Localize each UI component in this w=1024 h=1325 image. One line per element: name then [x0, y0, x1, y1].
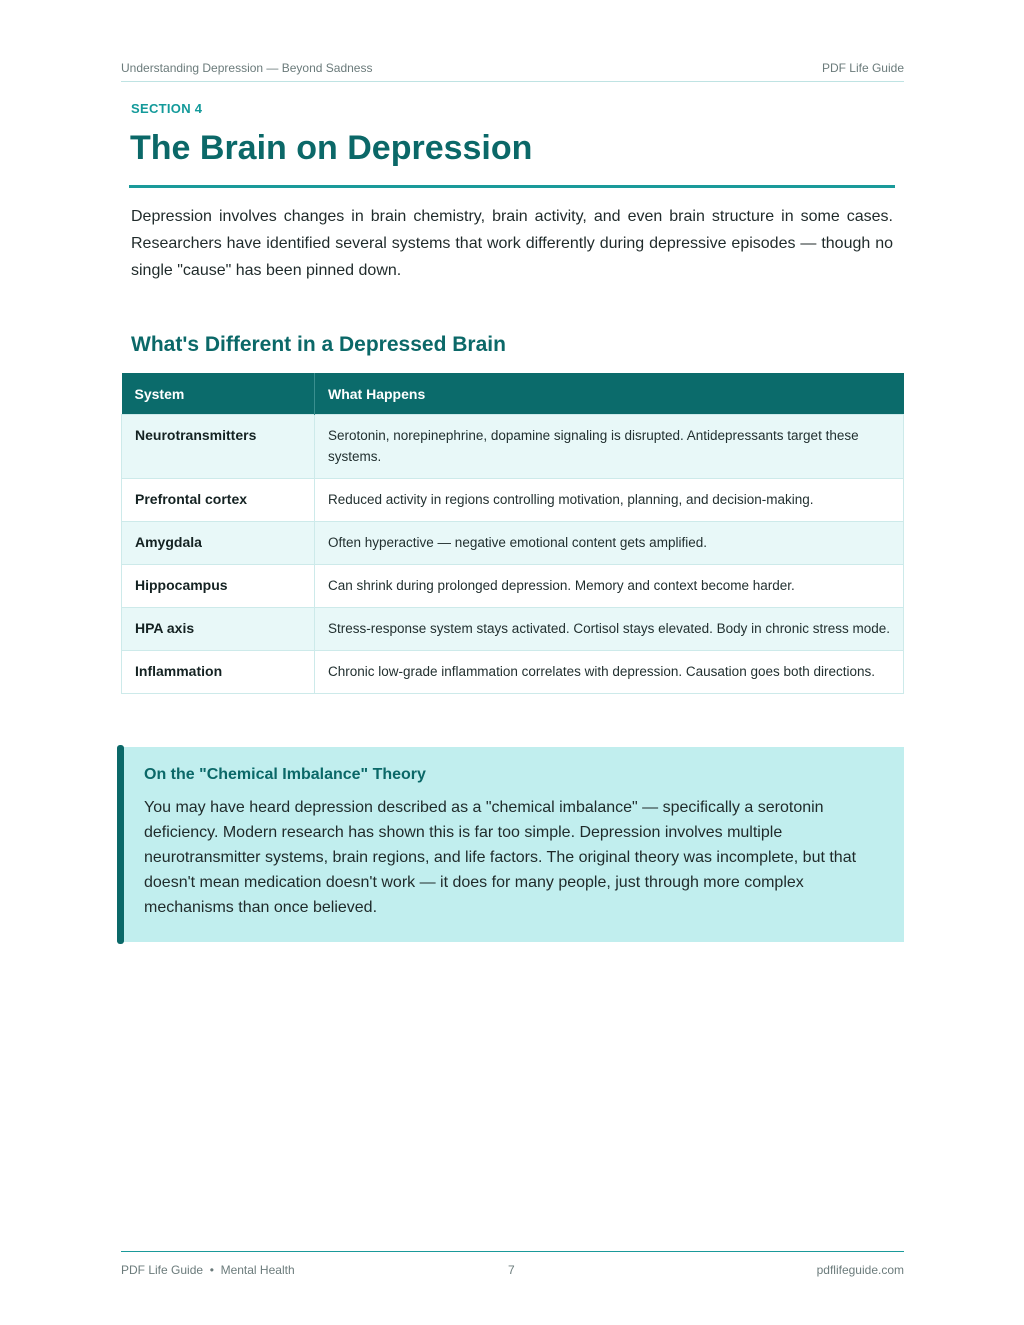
page-footer — [121, 1251, 904, 1277]
table-header-row — [122, 373, 904, 415]
table-row — [122, 479, 904, 522]
footer-website: pdflifeguide.com — [816, 1263, 904, 1277]
callout-title: On the "Chemical Imbalance" Theory — [144, 766, 426, 783]
table-row — [122, 415, 904, 479]
system-cell: Inflammation — [122, 651, 315, 694]
header-document-title: Understanding Depression — Beyond Sadness — [121, 61, 373, 75]
system-cell: Prefrontal cortex — [122, 479, 315, 522]
column-header-system: System — [122, 373, 315, 415]
header-publisher: PDF Life Guide — [821, 61, 904, 75]
callout-body: You may have heard depression described as a "chemical imbalance" — specifically a serotonin deficiency. Modern research has shown this is far too simple. Depression involves multiple neurotransmitter systems, brain regions, and life factors. The original theory was incomplete, but that doesn't mean medication doesn't work — it does for many people, just through more complex mechanisms than once believed. — [144, 799, 857, 916]
page-title: The Brain on Depression — [130, 129, 533, 167]
what-happens-cell: Serotonin, norepinephrine, dopamine signaling is disrupted. Antidepressants target these systems. — [315, 415, 904, 479]
what-happens-cell: Stress-response system stays activated. Cortisol stays elevated. Body in chronic stress mode. — [315, 608, 904, 651]
page-header — [121, 60, 904, 82]
intro-paragraph: Depression involves changes in brain chemistry, brain activity, and even brain structure in some cases. Researchers have identified several systems that work differently during depressive episodes — though no single "cause" has been pinned down. — [131, 208, 893, 279]
what-happens-cell: Reduced activity in regions controlling motivation, planning, and decision-making. — [315, 479, 904, 522]
footer-publisher-category: PDF Life Guide • Mental Health — [121, 1263, 295, 1277]
table-row — [122, 608, 904, 651]
system-cell: Hippocampus — [122, 565, 315, 608]
page-number: 7 — [508, 1263, 515, 1277]
table-row — [122, 522, 904, 565]
system-cell: Neurotransmitters — [122, 415, 315, 479]
table-heading: What's Different in a Depressed Brain — [131, 333, 506, 356]
chemical-imbalance-callout — [117, 747, 904, 942]
section-label: SECTION 4 — [131, 101, 203, 116]
brain-systems-table — [121, 373, 904, 694]
title-divider — [129, 185, 895, 188]
column-header-what-happens: What Happens — [315, 373, 904, 415]
what-happens-cell: Often hyperactive — negative emotional content gets amplified. — [315, 522, 904, 565]
what-happens-cell: Chronic low-grade inflammation correlates with depression. Causation goes both directions. — [315, 651, 904, 694]
callout-accent-bar — [117, 745, 124, 944]
table-row — [122, 651, 904, 694]
what-happens-cell: Can shrink during prolonged depression. Memory and context become harder. — [315, 565, 904, 608]
table-row — [122, 565, 904, 608]
system-cell: HPA axis — [122, 608, 315, 651]
system-cell: Amygdala — [122, 522, 315, 565]
